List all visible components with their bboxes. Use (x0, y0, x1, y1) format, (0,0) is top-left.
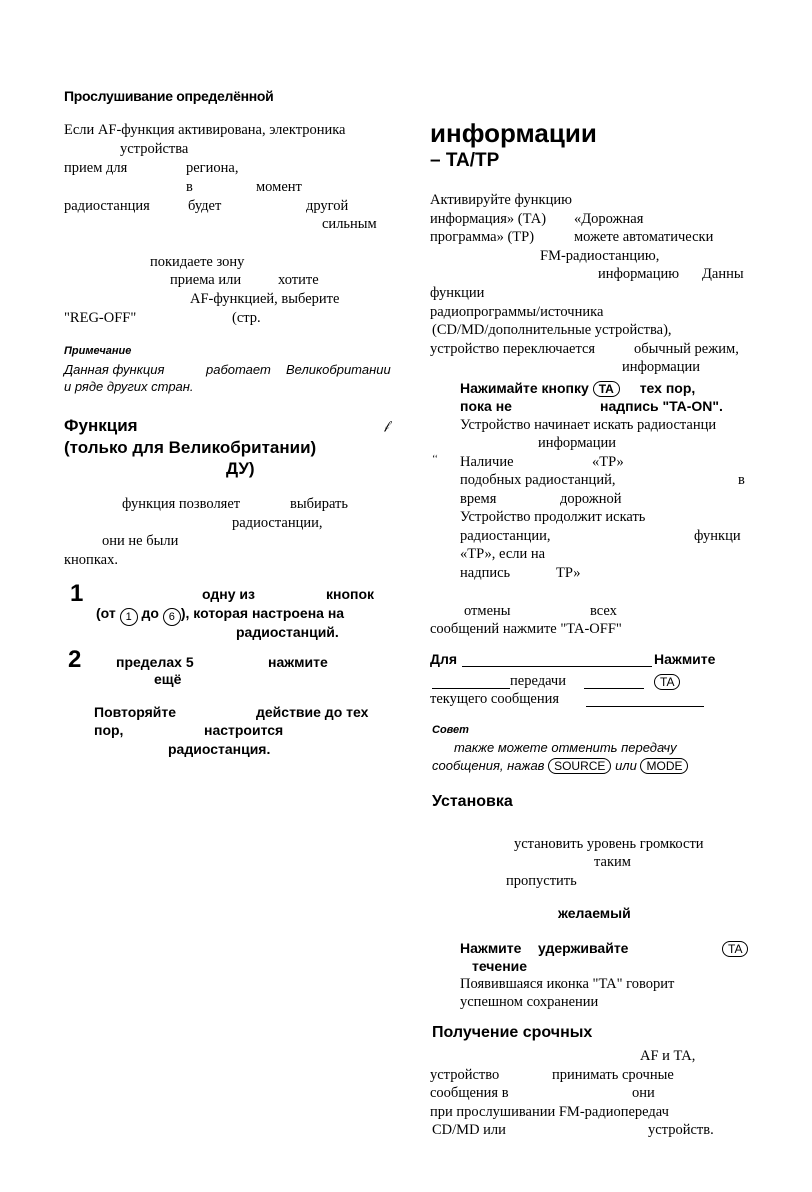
text-line: Устройство продолжит искать (460, 509, 646, 525)
text-line: региона, (186, 160, 239, 176)
tip-line: сообщения, нажав SOURCE или MODE (432, 758, 688, 774)
text-line: Наличие (460, 454, 514, 470)
preset-button-6[interactable]: 6 (163, 608, 181, 626)
table-cell: передачи (510, 673, 566, 689)
text-line: Активируйте функцию (430, 192, 572, 208)
step-text: радиостанция. (168, 741, 271, 757)
step-text: удерживайте (538, 940, 629, 956)
text-line: всех (590, 603, 617, 619)
step-text: кнопок (326, 586, 375, 602)
page-subtitle: – TA/TP (430, 150, 500, 171)
step-text: пор, (94, 722, 124, 738)
text-line: устройство (430, 1067, 500, 1083)
text-line: информации (622, 359, 700, 375)
text-line: в (186, 179, 193, 195)
text-line: Данны (702, 266, 744, 282)
step-text: действие до тех (256, 704, 369, 720)
text-line: таким (594, 854, 631, 870)
ta-button[interactable]: TA (722, 941, 748, 957)
text-line: дорожной (560, 491, 622, 507)
text-line: можете автоматически (574, 229, 714, 245)
text-line: хотите (278, 272, 319, 288)
note-heading: Примечание (64, 345, 132, 357)
text-line: программа» (ТР) (430, 229, 535, 245)
text-line: надпись (460, 565, 511, 581)
text-line: время (460, 491, 497, 507)
mode-button[interactable]: MODE (640, 758, 688, 774)
step-text: настроится (204, 722, 284, 738)
text-line: выбирать (290, 496, 348, 512)
margin-mark: 𝒻 (384, 418, 390, 432)
table-rule (462, 666, 652, 667)
step-text: радиостанций. (236, 624, 339, 640)
source-button[interactable]: SOURCE (548, 758, 611, 774)
text-line: ТР» (556, 565, 581, 581)
text-line: функция позволяет (122, 496, 241, 512)
text-line: успешном сохранении (460, 994, 599, 1010)
text-line: радиостанции, (232, 515, 323, 531)
step-text: нажмите (268, 654, 328, 670)
text-line: кнопках. (64, 552, 118, 568)
table-rule (432, 688, 510, 689)
text-line: сообщения в (430, 1085, 509, 1101)
step-text: желаемый (558, 905, 631, 921)
text-line: «ТР», если на (460, 546, 546, 562)
step-text: Повторяйте (94, 704, 177, 720)
section-heading-function: (только для Великобритании) (64, 438, 317, 457)
text-line: радиопрограммы/источника (430, 304, 604, 320)
ta-button[interactable]: TA (654, 674, 680, 690)
step-number: 1 (70, 580, 84, 607)
text-line: приема или (170, 272, 242, 288)
ta-button[interactable]: TA (593, 381, 620, 397)
text-line: функци (694, 528, 741, 544)
text-line: прием для (64, 160, 128, 176)
text-line: подобных радиостанций, (460, 472, 616, 488)
text-line: установить уровень громкости (514, 836, 704, 852)
section-heading-listening: Прослушивание определённой (64, 88, 274, 104)
text-line: принимать срочные (552, 1067, 674, 1083)
text-line: устройства (120, 141, 189, 157)
text-line: Устройство начинает искать радиостанци (460, 417, 717, 433)
text-line: CD/MD или (432, 1122, 506, 1138)
step-text: течение (472, 958, 528, 974)
note-line: Великобритании (286, 362, 391, 377)
step-text: Нажимайте кнопку TA тех пор, (460, 380, 696, 396)
text-line: Если AF-функция активирована, электроника (64, 122, 346, 138)
table-rule (586, 706, 704, 707)
text-line: информация» (ТА) (430, 211, 547, 227)
table-header-for: Для (430, 651, 458, 667)
text-line: сильным (322, 216, 377, 232)
text-line: функции (430, 285, 485, 301)
text-line: устройство переключается (430, 341, 596, 357)
note-line: Данная функция (64, 362, 165, 377)
table-header-press: Нажмите (654, 651, 716, 667)
text-line: отмены (464, 603, 511, 619)
text-line: «ТР» (592, 454, 624, 470)
text-line: момент (256, 179, 302, 195)
page-title: информации (430, 118, 597, 148)
text-line: в (738, 472, 745, 488)
text-line: AF и TA, (640, 1048, 696, 1064)
table-rule (584, 688, 644, 689)
text-line: другой (306, 198, 349, 214)
text-line: радиостанции, (460, 528, 551, 544)
text-line: информацию (598, 266, 680, 282)
text-line: (CD/MD/дополнительные устройства), (432, 322, 672, 338)
step-text (722, 940, 748, 958)
text-line: устройств. (648, 1122, 714, 1138)
section-heading-urgent: Получение срочных (432, 1024, 593, 1041)
preset-button-1[interactable]: 1 (120, 608, 138, 626)
step-number: 2 (68, 646, 82, 673)
step-text: ещё (154, 671, 182, 687)
text-line: покидаете зону (150, 254, 245, 270)
section-heading-setup: Установка (432, 793, 513, 810)
step-text: пределах 5 (116, 654, 194, 670)
tip-line: также можете отменить передачу (454, 740, 677, 755)
margin-mark: ‘‘ (432, 454, 438, 465)
text-line: пропустить (506, 873, 577, 889)
step-text: (от 1 до 6 ), которая настроена на (96, 605, 344, 626)
text-line: FM-радиостанцию, (540, 248, 660, 264)
text-line: AF-функцией, выберите (190, 291, 340, 307)
text-line: сообщений нажмите "TA-OFF" (430, 621, 622, 637)
text-line: "REG-OFF" (64, 310, 137, 326)
text-line: «Дорожная (574, 211, 644, 227)
text-line: они не были (102, 533, 179, 549)
step-text: надпись "TA-ON". (600, 398, 723, 414)
step-text: Нажмите (460, 940, 522, 956)
note-line: и ряде других стран. (64, 379, 194, 394)
step-text: пока не (460, 398, 512, 414)
note-line: работает (206, 362, 271, 377)
step-text: одну из (202, 586, 255, 602)
section-heading-function: ДУ) (226, 459, 255, 478)
text-line: обычный режим, (634, 341, 739, 357)
text-line: радиостанция (64, 198, 150, 214)
table-cell (654, 673, 680, 691)
section-heading-function: Функция (64, 416, 138, 435)
tip-heading: Совет (432, 724, 469, 736)
text-line: (стр. (232, 310, 261, 326)
table-cell: текущего сообщения (430, 691, 560, 707)
text-line: они (632, 1085, 655, 1101)
text-line: Появившаяся иконка "TA" говорит (460, 976, 675, 992)
text-line: информации (538, 435, 616, 451)
text-line: при прослушивании FM-радиопередач (430, 1104, 669, 1120)
text-line: будет (188, 198, 222, 214)
